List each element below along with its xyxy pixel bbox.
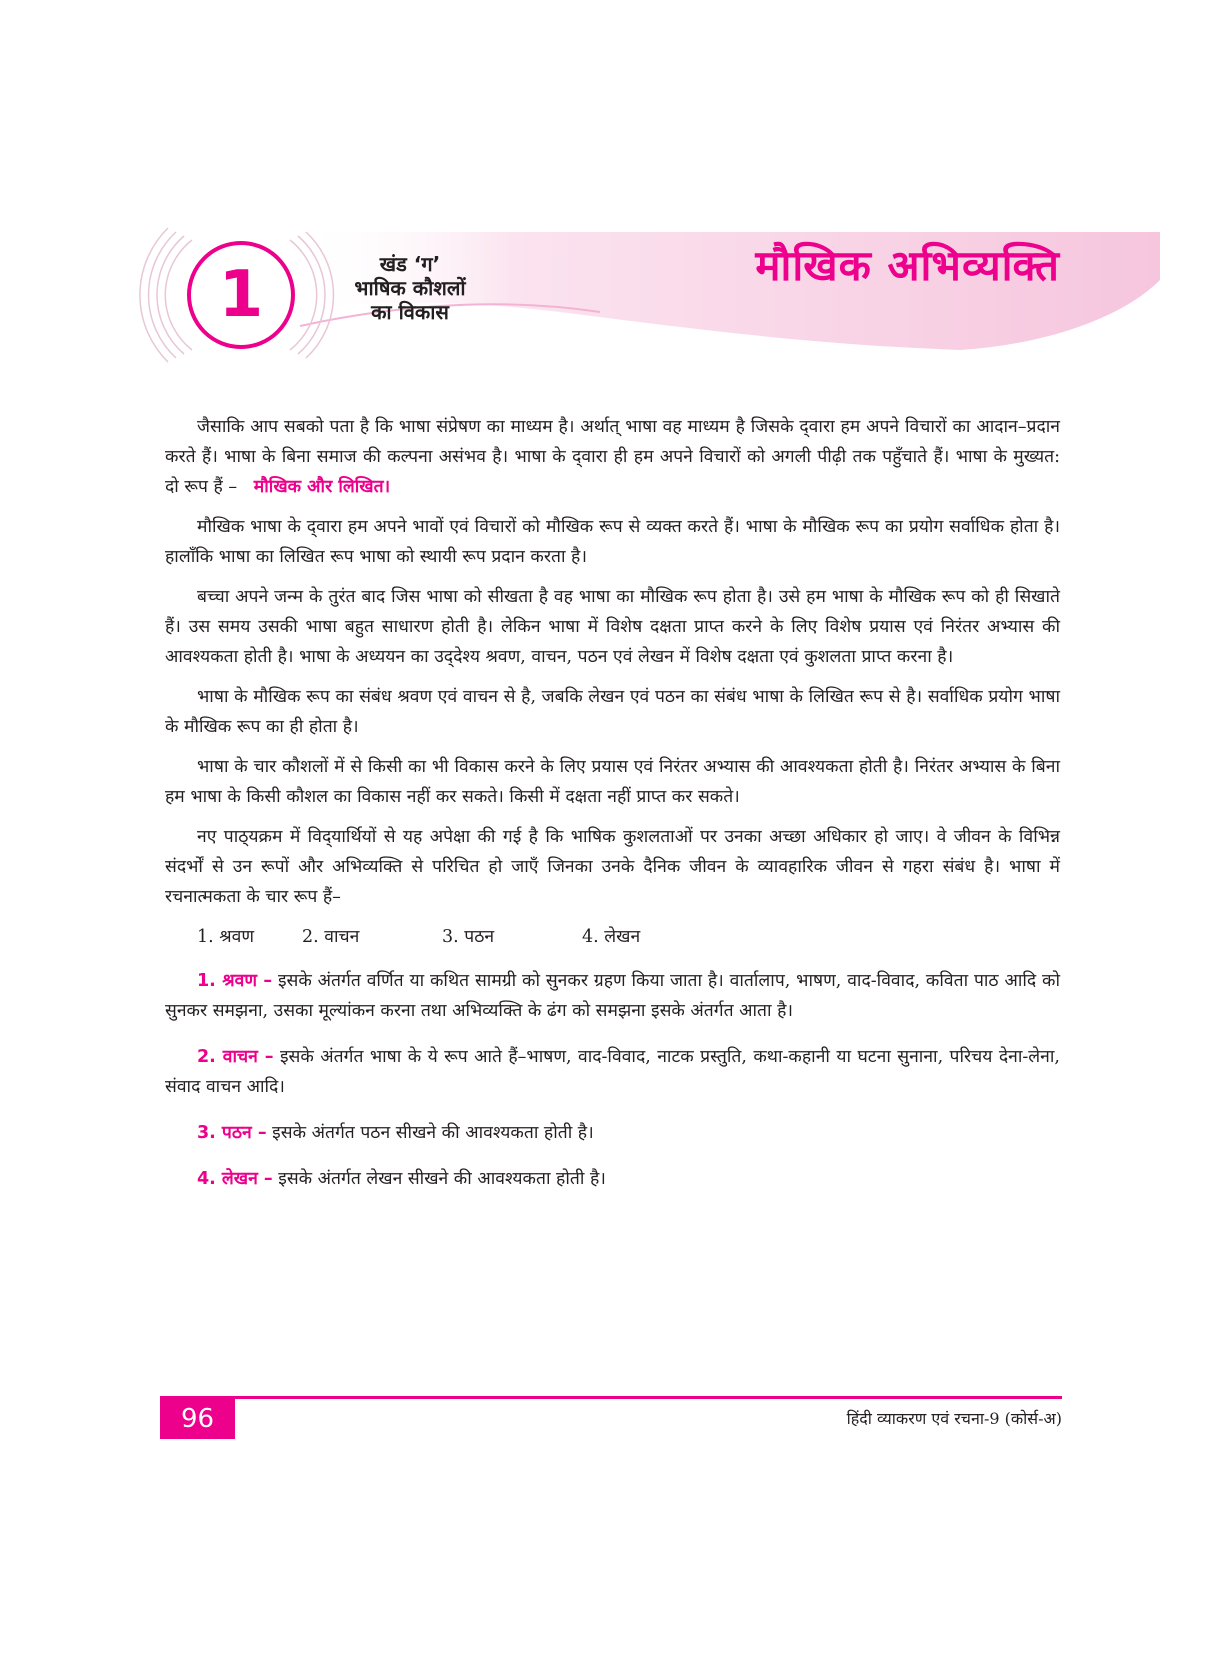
paragraph-2: मौखिक भाषा के द्‌वारा हम अपने भावों एवं विचारों को मौखिक रूप से व्यक्त करते हैं। भाषा के मौखिक रूप का प्रयोग सर्वाधिक होता है। हालाँकि भाषा का लिखित रूप भाषा को स्थायी रूप प्रदान करता है। — [165, 517, 1060, 567]
book-title: हिंदी व्याकरण एवं रचना-9 (कोर्स-अ) — [846, 1409, 1062, 1428]
definition-term: 2. वाचन – — [197, 1047, 274, 1067]
definition-text: इसके अंतर्गत भाषा के ये रूप आते हैं–भाषण, वाद-विवाद, नाटक प्रस्तुति, कथा-कहानी या घटना सुनाना, परिचय देना-लेना, संवाद वाचन आदि। — [165, 1047, 1060, 1097]
footer-rule — [160, 1396, 1062, 1399]
definition-reading — [165, 1118, 1060, 1148]
paragraph-1-text: जैसाकि आप सबको पता है कि भाषा संप्रेषण का माध्यम है। अर्थात् भाषा वह माध्यम है जिसके द्‌वारा हम अपने विचारों का आदान–प्रदान करते हैं। भाषा के बिना समाज की कल्पना असंभव है। भाषा के द्‌वारा ही हम अपने विचारों को अगली पीढ़ी तक पहुँचाते हैं। भाषा के मुख्यत: दो रूप हैं – — [165, 417, 1060, 497]
chapter-number: 1 — [218, 258, 264, 332]
skill-item: 1. श्रवण — [197, 927, 255, 947]
definition-term: 3. पठन – — [197, 1123, 267, 1143]
definition-text: इसके अंतर्गत लेखन सीखने की आवश्यकता होती है। — [278, 1169, 606, 1189]
definition-listening — [165, 966, 1060, 1026]
paragraph-4: भाषा के मौखिक रूप का संबंध श्रवण एवं वाचन से है, जबकि लेखन एवं पठन का संबंध भाषा के लिखित रूप से है। सर्वाधिक प्रयोग भाषा के मौखिक रूप का ही होता है। — [165, 687, 1060, 737]
chapter-title: मौखिक अभिव्यक्ति — [755, 241, 1060, 290]
paragraph-5: भाषा के चार कौशलों में से किसी का भी विकास करने के लिए प्रयास एवं निरंतर अभ्यास की आवश्यकता होती है। निरंतर अभ्यास के बिना हम भाषा के किसी कौशल का विकास नहीं कर सकते। किसी में दक्षता नहीं प्राप्त कर सकते। — [165, 757, 1060, 807]
skill-item: 2. वाचन — [302, 927, 360, 947]
body-text — [165, 412, 1060, 1210]
definition-text: इसके अंतर्गत पठन सीखने की आवश्यकता होती है। — [272, 1123, 594, 1143]
definition-term: 4. लेखन – — [197, 1169, 273, 1189]
skill-list — [197, 922, 1060, 952]
skill-item: 3. पठन — [442, 927, 495, 947]
definition-speaking — [165, 1042, 1060, 1102]
paragraph-1 — [165, 412, 1060, 502]
definition-writing — [165, 1164, 1060, 1194]
paragraph-3: बच्चा अपने जन्म के तुरंत बाद जिस भाषा को सीखता है वह भाषा का मौखिक रूप होता है। उसे हम भाषा के मौखिक रूप को ही सिखाते हैं। उस समय उसकी भाषा बहुत साधारण होती है। लेकिन भाषा में विशेष दक्षता प्राप्त करने के लिए विशेष प्रयास एवं निरंतर अभ्यास की आवश्यकता होती है। भाषा के अध्ययन का उद्‌देश्य श्रवण, वाचन, पठन एवं लेखन में विशेष दक्षता एवं कुशलता प्राप्त करना है। — [165, 587, 1060, 667]
section-label-line-2: भाषिक कौशलों — [354, 276, 466, 300]
forms-highlight: मौखिक और लिखित। — [253, 477, 391, 497]
header-decoration — [0, 0, 1224, 400]
definition-term: 1. श्रवण – — [197, 971, 273, 991]
paragraph-6: नए पाठ्‌यक्रम में विद्‌यार्थियों से यह अपेक्षा की गई है कि भाषिक कुशलताओं पर उनका अच्छा अधिकार हो जाए। वे जीवन के विभिन्न संदर्भों से उन रूपों और अभिव्यक्ति से परिचित हो जाएँ जिनका उनके दैनिक जीवन के व्यावहारिक जीवन से गहरा संबंध है। भाषा में रचनात्मकता के चार रूप हैं– — [165, 827, 1060, 907]
section-label-line-3: का विकास — [371, 300, 449, 324]
definition-text: इसके अंतर्गत वर्णित या कथित सामग्री को सुनकर ग्रहण किया जाता है। वार्तालाप, भाषण, वाद-विवाद, कविता पाठ आदि को सुनकर समझना, उसका मूल्यांकन करना तथा अभिव्यक्ति के ढंग को समझना इसके अंतर्गत आता है। — [165, 971, 1060, 1021]
skill-item: 4. लेखन — [582, 927, 641, 947]
page-number: 96 — [160, 1399, 235, 1439]
section-label-line-1: खंड ‘ग’ — [379, 252, 441, 276]
